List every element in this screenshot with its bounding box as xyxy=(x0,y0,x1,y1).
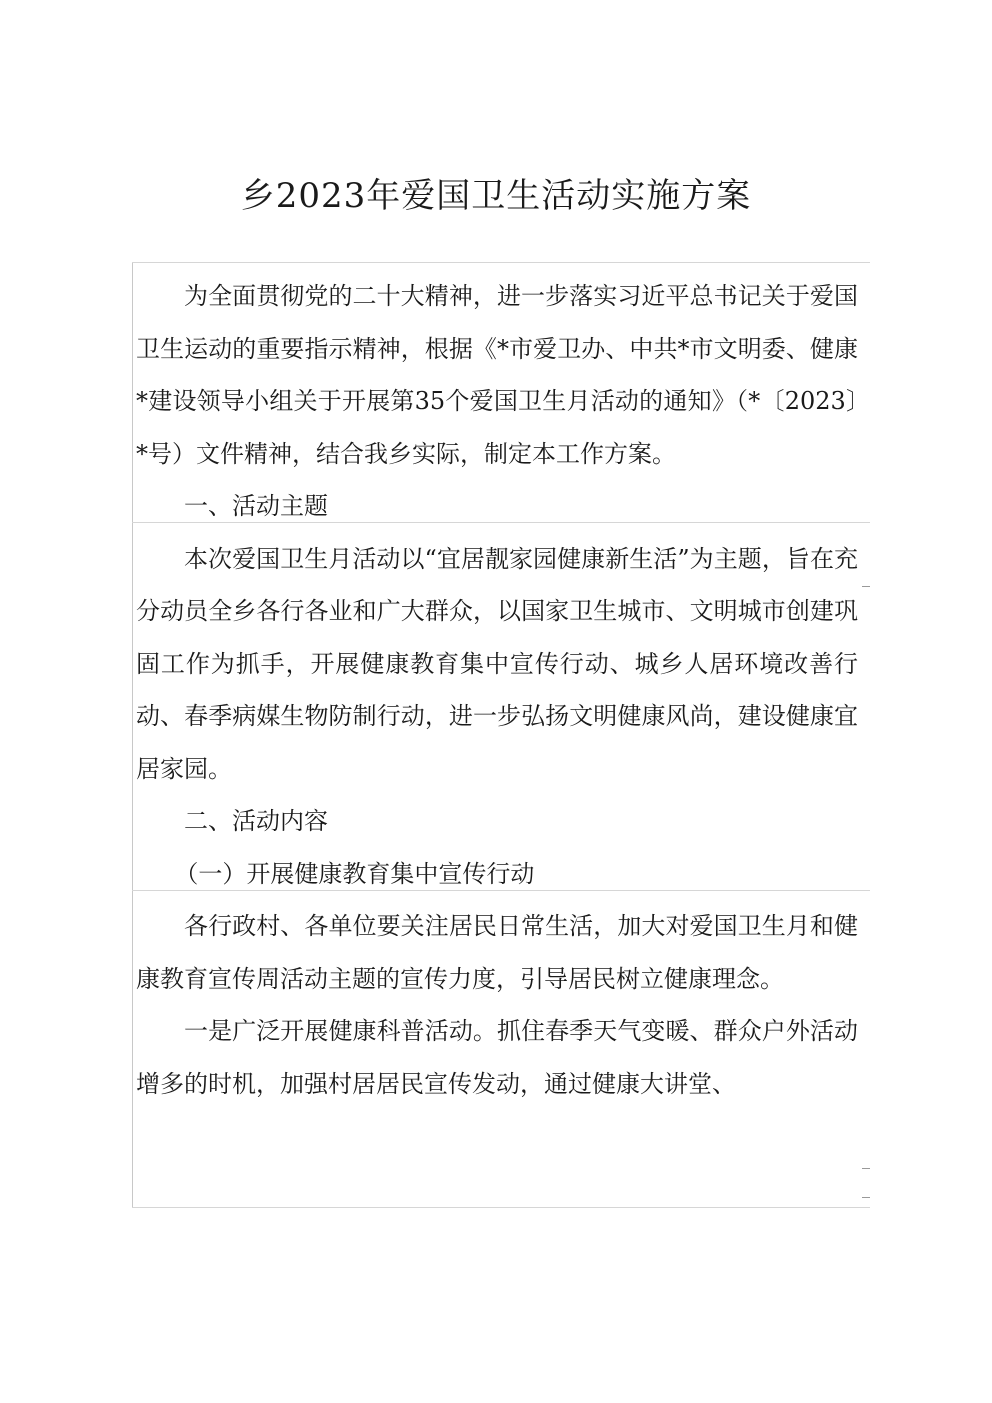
margin-mark xyxy=(862,586,870,587)
margin-mark xyxy=(862,1168,870,1169)
divider-line xyxy=(132,262,870,263)
margin-mark xyxy=(862,1197,870,1198)
divider-line xyxy=(132,1207,870,1208)
section-heading: 二、活动内容 xyxy=(184,807,328,835)
intro-paragraph: 为全面贯彻党的二十大精神，进一步落实习近平总书记关于爱国卫生运动的重要指示精神，根据《*市爱卫办、中共*市文明委、健康*建设领导小组关于开展第35个爱国卫生月活动的通知》（*〔2023〕*号）文件精神，结合我乡实际，制定本工作方案。 xyxy=(136,282,858,468)
document-title: 乡2023年爱国卫生活动实施方案 xyxy=(240,176,752,216)
body-paragraph: 各行政村、各单位要关注居民日常生活，加大对爱国卫生月和健康教育宣传周活动主题的宣传力度，引导居民树立健康理念。 xyxy=(136,912,858,993)
body-paragraph: 一是广泛开展健康科普活动。抓住春季天气变暖、群众户外活动增多的时机，加强村居居民宣传发动，通过健康大讲堂、 xyxy=(136,1017,858,1098)
subsection-heading: （一）开展健康教育集中宣传行动 xyxy=(174,859,535,888)
body-paragraph: 本次爱国卫生月活动以“宜居靓家园健康新生活”为主题，旨在充分动员全乡各行各业和广大群众，以国家卫生城市、文明城市创建巩固工作为抓手，开展健康教育集中宣传行动、城乡人居环境改善行动、春季病媒生物防制行动，进一步弘扬文明健康风尚，建设健康宜居家园。 xyxy=(136,544,858,783)
section-heading: 一、活动主题 xyxy=(184,492,328,520)
document-body xyxy=(136,270,858,1110)
